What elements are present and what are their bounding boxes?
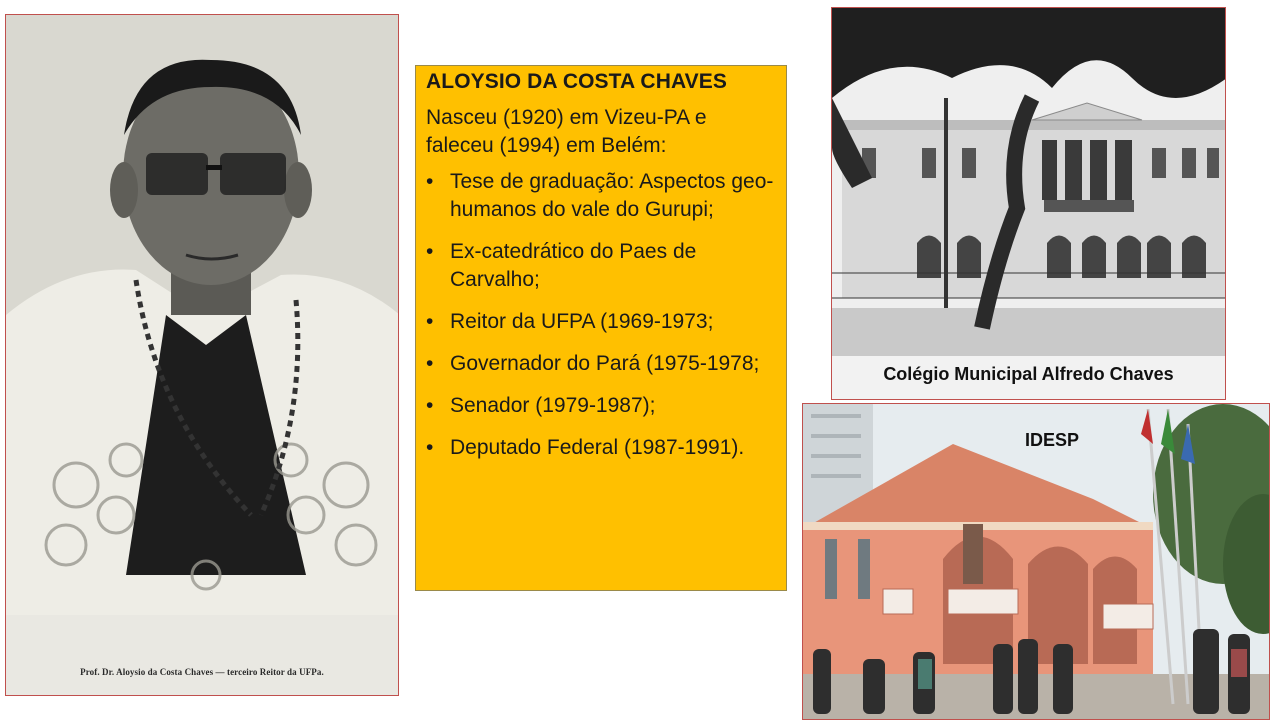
list-item	[426, 238, 776, 294]
bullet-icon: •	[426, 240, 434, 263]
bio-list	[426, 168, 776, 462]
school-photo	[831, 7, 1226, 400]
bullet-icon: •	[426, 436, 434, 459]
list-item	[426, 168, 776, 224]
list-item-text: Ex-catedrático do Paes de Carvalho;	[450, 240, 697, 291]
idesp-photo	[802, 403, 1270, 720]
list-item	[426, 392, 776, 420]
list-item-text: Tese de graduação: Aspectos geo-humanos do vale do Gurupi;	[450, 170, 774, 221]
list-item	[426, 350, 776, 378]
bullet-icon: •	[426, 310, 434, 333]
list-item-text: Deputado Federal (1987-1991).	[450, 436, 745, 459]
bullet-icon: •	[426, 352, 434, 375]
idesp-caption: IDESP	[1025, 430, 1080, 450]
bio-title: ALOYSIO DA COSTA CHAVES	[426, 70, 727, 93]
idesp-image	[803, 404, 1270, 720]
bullet-icon: •	[426, 170, 434, 193]
bio-text-box	[415, 65, 787, 591]
list-item-text: Governador do Pará (1975-1978;	[450, 352, 760, 375]
bullet-icon: •	[426, 394, 434, 417]
list-item	[426, 434, 776, 462]
school-image	[832, 8, 1226, 400]
list-item	[426, 308, 776, 336]
school-caption: Colégio Municipal Alfredo Chaves	[883, 364, 1174, 384]
list-item-text: Reitor da UFPA (1969-1973;	[450, 310, 714, 333]
bio-intro: Nasceu (1920) em Vizeu-PA e faleceu (1994) em Belém:	[426, 106, 707, 157]
portrait-image	[6, 15, 399, 696]
portrait-photo	[5, 14, 399, 696]
list-item-text: Senador (1979-1987);	[450, 394, 656, 417]
portrait-caption: Prof. Dr. Aloysio da Costa Chaves — terceiro Reitor da UFPa.	[80, 667, 324, 677]
